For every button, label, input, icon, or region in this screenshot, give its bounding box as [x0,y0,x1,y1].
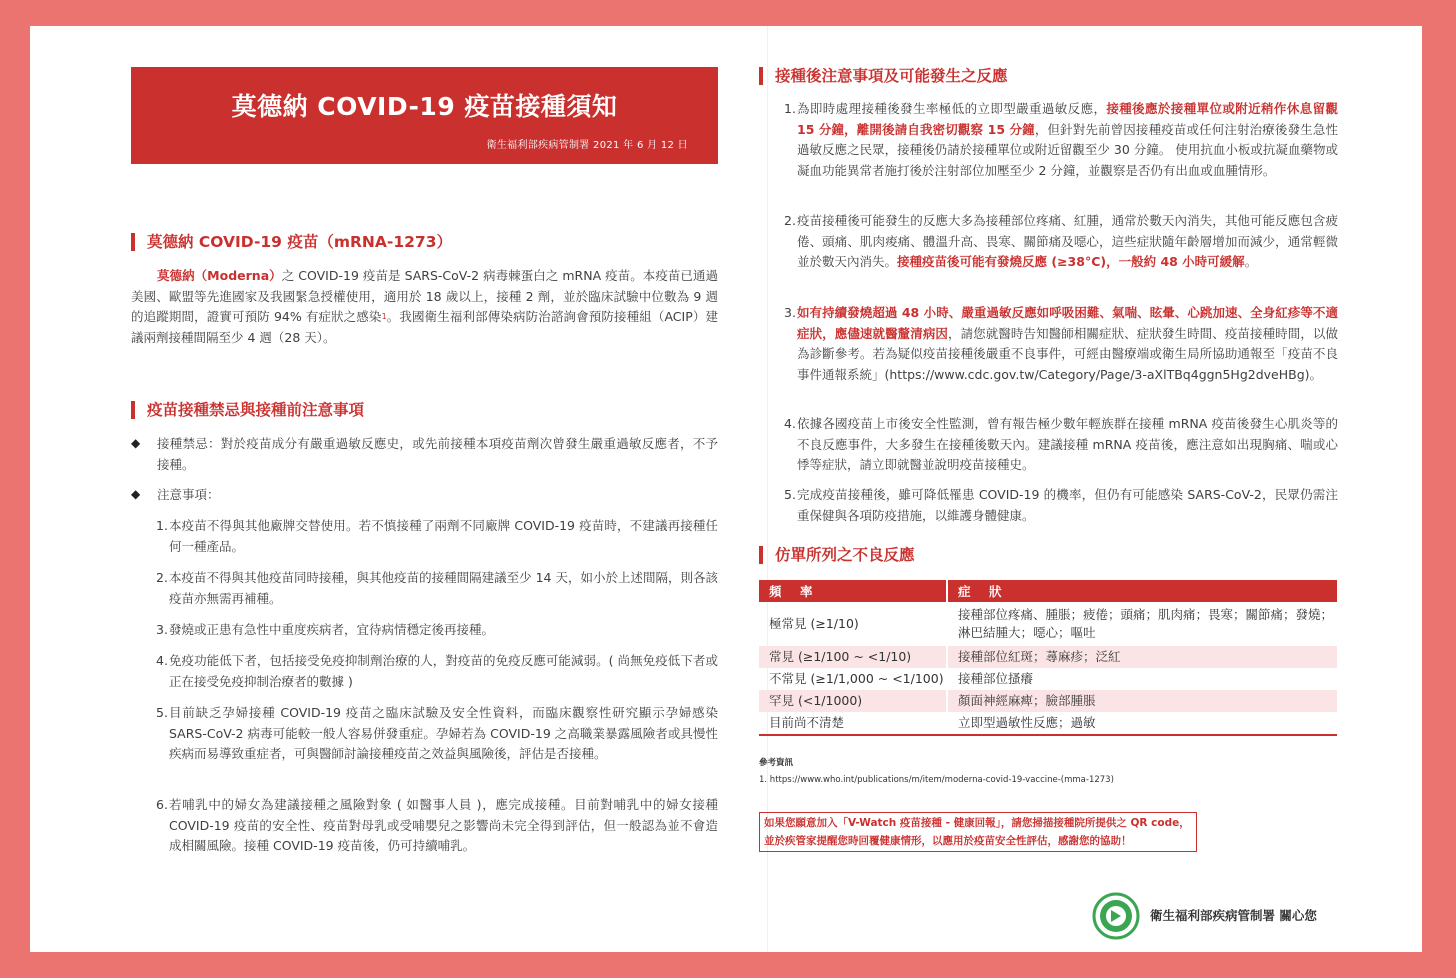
vaccine-description-tail: 。我國衛生福利部傳染病防治諮詢會預防接種組（ACIP）建議兩劑接種間隔至少 4 週（28 天）。 [131,309,718,346]
item-text: 目前缺乏孕婦接種 COVID-19 疫苗之臨床試驗及安全性資料，而臨床觀察性研究顯示孕婦感染 SARS-CoV-2 病毒可能較一般人容易併發重症。孕婦若為 COVID-19 之高職業暴露風險者或具慢性疾病而易導致重症者，可與醫師討論接種疫苗之效益與風險後，評估是否接種。 [169,705,718,762]
adverse-reactions-table [759,580,1337,736]
frequency-cell: 極常見 (≥1/10) [769,616,859,631]
table-row [759,602,1337,646]
symptom-cell: 顏面神經麻痺；臉部腫脹 [947,690,1337,712]
item-number: 3. [156,622,168,637]
item-text-part: 。 [1244,254,1258,270]
section-heading-contraindications: 疫苗接種禁忌與接種前注意事項 [131,401,364,419]
symptom-cell: 接種部位紅斑；蕁麻疹；泛紅 [947,646,1337,668]
frequency-cell: 常見 (≥1/100 ~ <1/10) [759,646,947,668]
item-number: 3. [784,305,796,320]
title-banner [131,67,718,164]
diamond-bullet-icon: ◆ [131,436,141,450]
item-text: 完成疫苗接種後，雖可降低罹患 COVID-19 的機率，但仍有可能感染 SARS-CoV-2，民眾仍需注重保健與各項防疫措施，以維護身體健康。 [797,487,1338,523]
item-text [784,303,1338,386]
item-number: 5. [784,487,796,502]
seek-care-warning: 如有持續發燒超過 48 小時、嚴重過敏反應如呼吸困難、氣喘、眩暈、心跳加速、全身紅疹等不適症狀，應儘速就醫釐清病因 [797,305,1338,341]
frequency-cell: 不常見 (≥1/1,000 ~ <1/100) [769,671,944,686]
item-text-part: ，請您就醫時告知醫師相關症狀、症狀發生時間、疫苗接種時間，以做為診斷參考。若為疑似疫苗接種後嚴重不良事件，可經由醫療端或衛生局所協助通報至「疫苗不良事件通報系統」(https://www.cdc.gov.tw/Category/Page/3-aXlTBq4ggn5Hg2dveHBg)。 [797,325,1338,383]
frequency-cell: 罕見 (<1/1000) [759,690,947,712]
precaution-item-2 [156,568,718,609]
after-item-3 [784,303,1338,386]
item-text [784,99,1338,182]
precautions-label: 注意事項： [157,487,220,502]
item-number: 2. [784,213,796,228]
after-item-1 [784,99,1338,182]
after-item-4 [784,414,1338,476]
leaflet-sheet [30,26,1422,952]
symptom-cell: 接種部位搔癢 [947,668,1337,690]
item-number: 5. [156,705,168,720]
diamond-bullet-icon: ◆ [131,487,141,501]
item-number: 6. [156,797,168,812]
contraindication-label: 接種禁忌：對於疫苗成分有嚴重過敏反應史，或先前接種本項疫苗劑次曾發生嚴重過敏反應者，不予接種。 [157,436,718,472]
table-row [759,646,1337,668]
footnote-mark: 1 [381,312,387,322]
item-number: 4. [156,653,168,668]
issuer-date: 衛生福利部疾病管制署 2021 年 6 月 12 日 [486,140,688,151]
after-item-5 [784,485,1338,526]
item-text: 依據各國疫苗上市後安全性監測，曾有報告極少數年輕族群在接種 mRNA 疫苗後發生心肌炎等的不良反應事件，大多發生在接種後數天內。建議接種 mRNA 疫苗後，應注意如出現胸痛、喘或心悸等症狀，請立即就醫並說明疫苗接種史。 [797,416,1338,473]
section-heading-adverse-reactions: 仿單所列之不良反應 [759,546,915,564]
after-item-2 [784,211,1338,273]
table-row [759,668,1337,690]
item-text: 免疫功能低下者，包括接受免疫抑制劑治療的人，對疫苗的免疫反應可能減弱。( 尚無免疫低下者或正在接受免疫抑制治療者的數據 ) [169,653,718,689]
item-number: 4. [784,416,796,431]
column-header-frequency: 頻 率 [759,580,947,602]
precaution-item-4 [156,651,718,692]
item-text: 若哺乳中的婦女為建議接種之風險對象 ( 如醫事人員 )，應完成接種。目前對哺乳中的婦女接種 COVID-19 疫苗的安全性、疫苗對母乳或受哺嬰兒之影響尚未完全得到評估，但一般認為並不會造成相關風險。接種 COVID-19 疫苗後，仍可持續哺乳。 [169,797,718,854]
section-heading-vaccine: 莫德納 COVID-19 疫苗（mRNA-1273） [131,233,452,251]
item-text: 本疫苗不得與其他廠牌交替使用。若不慎接種了兩劑不同廠牌 COVID-19 疫苗時，不建議再接種任何一種產品。 [169,518,718,554]
precaution-item-5 [156,703,718,765]
contraindication-text [157,434,718,475]
references-heading: 參考資訊 [759,758,794,768]
symptom-cell: 接種部位疼痛、腫脹；疲倦；頭痛；肌肉痛；畏寒；關節痛；發燒；淋巴結腫大；噁心；嘔吐 [947,602,1337,646]
table-header-row [759,580,1337,602]
item-number: 2. [156,570,168,585]
frequency-cell: 目前尚不清楚 [759,712,947,735]
vaccine-intro [131,266,718,349]
precaution-item-6 [156,795,718,857]
item-text: 發燒或正患有急性中重度疾病者，宜待病情穩定後再接種。 [169,622,495,637]
item-text-part: 疫苗接種後可能發生的反應大多為接種部位疼痛、紅腫，通常於數天內消失，其他可能反應包含疲倦、頭痛、肌肉痠痛、體溫升高、畏寒、關節痛及噁心，這些症狀隨年齡層增加而減少，通常輕微並於數天內消失。 [797,213,1338,270]
item-text-part: ，但針對先前曾因接種疫苗或任何注射治療後發生急性過敏反應之民眾，接種後仍請於接種單位或附近留觀至少 30 分鐘。 使用抗血小板或抗凝血藥物或凝血功能異常者施打後於注射部位加壓至少 2 分鐘，並觀察是否仍有出血或血腫情形。 [797,121,1338,179]
precaution-item-1 [156,516,718,557]
section-heading-after-vaccination: 接種後注意事項及可能發生之反應 [759,67,1008,85]
organization-signoff: 衛生福利部疾病管制署 關心您 [1150,908,1317,923]
column-header-symptoms: 症 狀 [947,580,1337,602]
table-row [759,690,1337,712]
observation-warning: 接種後應於接種單位或附近稍作休息留觀 15 分鐘，離開後請自我密切觀察 15 分鐘 [797,101,1338,137]
table-row [759,712,1337,735]
item-text-part: 為即時處理接種後發生率極低的立即型嚴重過敏反應， [797,101,1107,116]
item-text: 本疫苗不得與其他疫苗同時接種，與其他疫苗的接種間隔建議至少 14 天，如小於上述間隔，則各該疫苗亦無需再補種。 [169,570,718,606]
item-number: 1. [784,101,796,116]
precaution-item-3 [156,620,718,641]
vaccine-brand: 莫德納（Moderna） [157,268,282,283]
v-watch-notice: 如果您願意加入「V-Watch 疫苗接種 - 健康回報」，請您掃描接種院所提供之 QR code，並於疾管家提醒您時回覆健康情形，以應用於疫苗安全性評估，感謝您的協助！ [759,812,1197,852]
item-text [784,211,1338,273]
item-number: 1. [156,518,168,533]
page-title: 莫德納 COVID-19 疫苗接種須知 [231,92,618,121]
cdc-logo-icon [1092,892,1140,940]
reference-link[interactable]: 1. https://www.who.int/publications/m/item/moderna-covid-19-vaccine-(mma-1273) [759,775,1114,785]
fever-warning: 接種疫苗後可能有發燒反應 (≥38°C)，一般約 48 小時可緩解 [897,254,1245,270]
vaccine-description: 之 COVID-19 疫苗是 SARS-CoV-2 病毒棘蛋白之 mRNA 疫苗。本疫苗已通過美國、歐盟等先進國家及我國緊急授權使用，適用於 18 歲以上，接種 2 劑，並於臨床試驗中位數為 9 週的追蹤期間，證實可預防 94% 有症狀之感染 [131,268,718,325]
symptom-cell: 立即型過敏性反應；過敏 [947,712,1337,735]
